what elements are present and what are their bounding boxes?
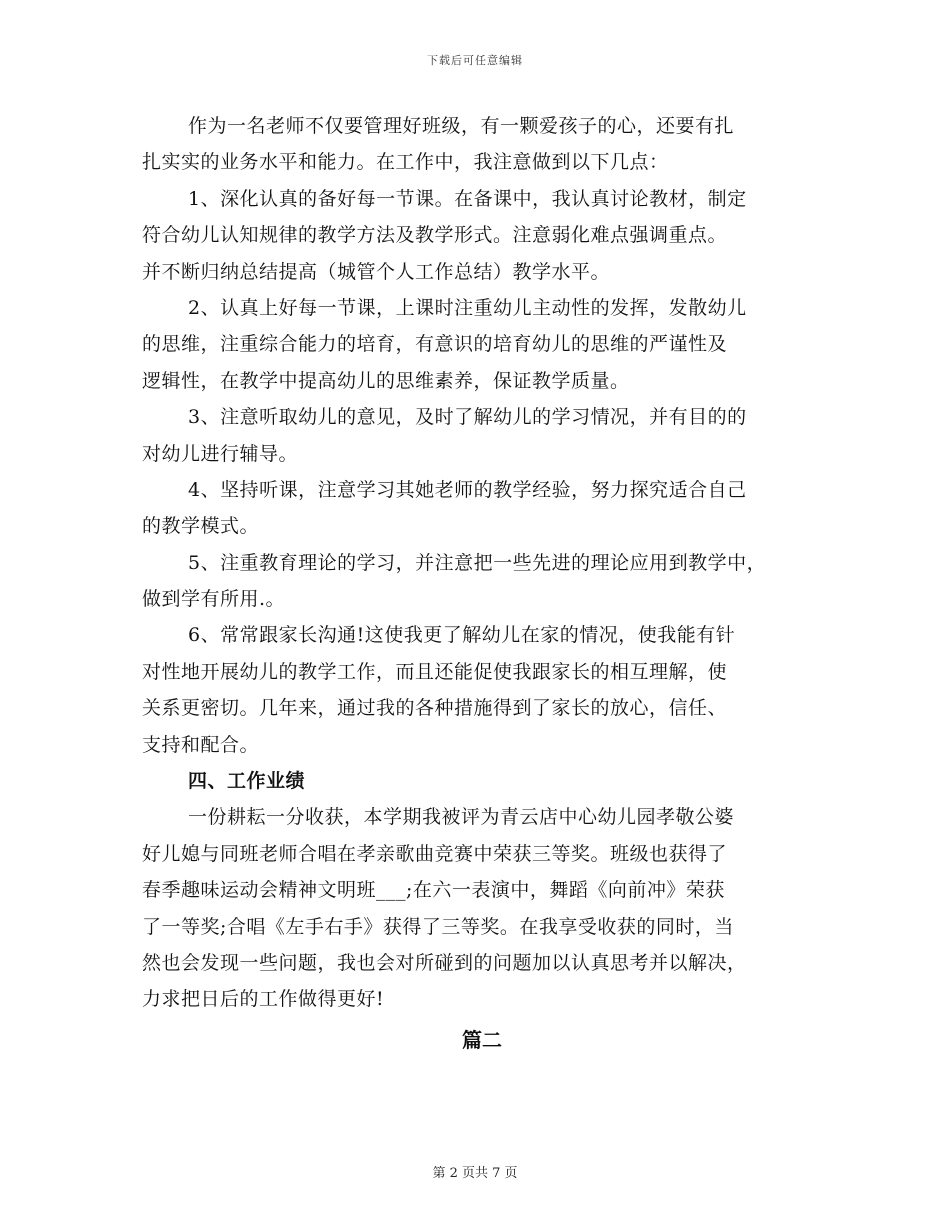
paragraph-line: 扎实实的业务水平和能力。在工作中，我注意做到以下几点： [142,151,669,174]
paragraph-line: 4、坚持听课，注意学习其她老师的教学经验，努力探究适合自己 [188,478,747,501]
document-body [142,108,822,1058]
paragraph-line: 逻辑性，在教学中提高幼儿的思维素养，保证教学质量。 [142,369,630,392]
paragraph-line: 5、注重教育理论的学习，并注意把一些先进的理论应用到教学中， [188,551,767,574]
paragraph-line: 作为一名老师不仅要管理好班级，有一颗爱孩子的心，还要有扎 [188,115,735,137]
paragraph-line: 的思维，注重综合能力的培育，有意识的培育幼儿的思维的严谨性及 [142,333,728,356]
page-footer: 第 2 页共 7 页 [432,1166,518,1181]
paragraph-line: 关系更密切。几年来，通过我的各种措施得到了家长的放心，信任、 [142,697,728,720]
paragraph-line: 对性地开展幼儿的教学工作，而且还能促使我跟家长的相互理解，使 [142,660,728,683]
paragraph-line: 6、常常跟家长沟通!这使我更了解幼儿在家的情况，使我能有针 [188,624,736,647]
paragraph-line: 力求把日后的工作做得更好! [142,988,385,1011]
paragraph-line: 好儿媳与同班老师合唱在孝亲歌曲竞赛中荣获三等奖。班级也获得了 [142,842,728,865]
paragraph-line: 支持和配合。 [142,733,260,756]
paragraph-line: 符合幼儿认知规律的教学方法及教学形式。注意弱化难点强调重点。 [142,224,728,247]
paragraph-line: 对幼儿进行辅导。 [142,442,299,465]
paragraph-line: 做到学有所用.。 [142,588,286,611]
paragraph-line: 了一等奖;合唱《左手右手》获得了三等奖。在我享受收获的同时，当 [142,915,734,938]
paragraph-line: 并不断归纳总结提高（城管个人工作总结）教学水平。 [142,260,611,283]
paragraph-line: 春季趣味运动会精神文明班___;在六一表演中，舞蹈《向前冲》荣获 [142,879,725,902]
paragraph-line: 然也会发现一些问题，我也会对所碰到的问题加以认真思考并以解决， [142,951,747,974]
paragraph-line: 2、认真上好每一节课，上课时注重幼儿主动性的发挥，发散幼儿 [188,296,747,319]
paragraph-line: 一份耕耘一分收获，本学期我被评为青云店中心幼儿园孝敬公婆 [188,806,735,829]
section-heading: 四、工作业绩 [188,770,306,793]
paragraph-line: 3、注意听取幼儿的意见，及时了解幼儿的学习情况，并有目的的 [188,406,747,429]
paragraph-line: 的教学模式。 [142,515,260,538]
page-header: 下载后可任意编辑 [427,54,523,67]
section-title: 篇二 [462,1027,502,1052]
paragraph-line: 1、深化认真的备好每一节课。在备课中，我认真讨论教材，制定 [188,187,747,210]
